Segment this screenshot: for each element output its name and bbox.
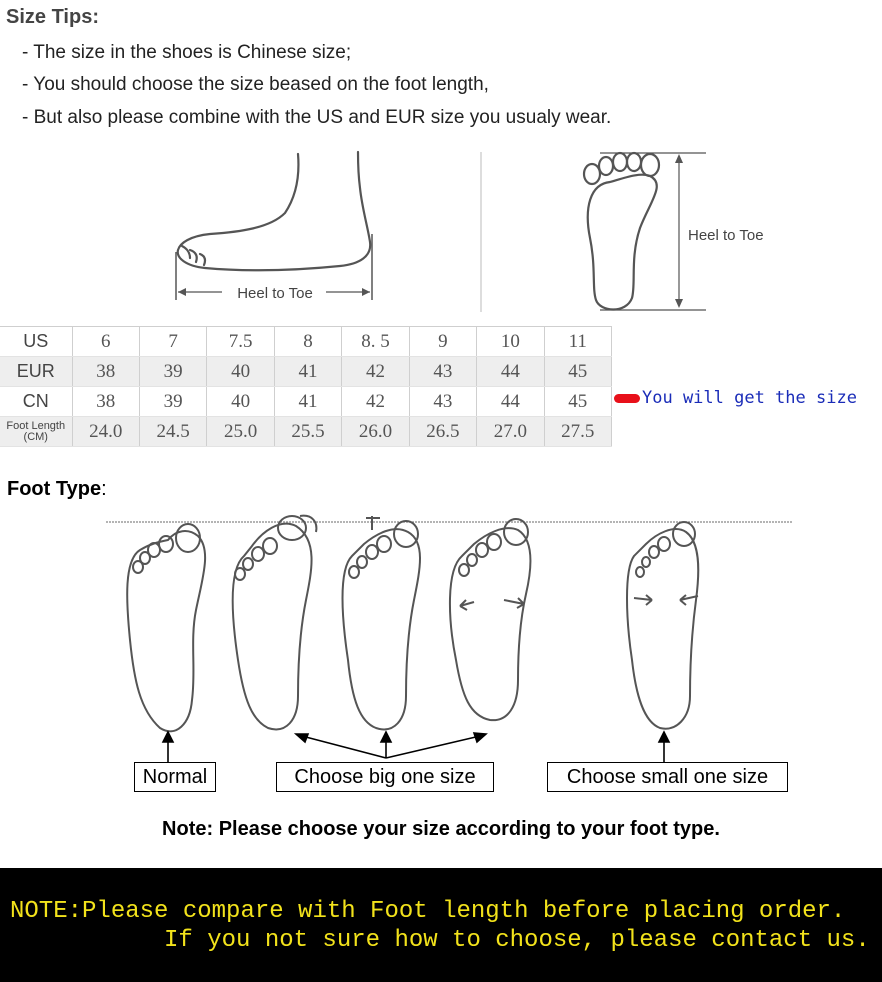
size-cell: 10 [477, 327, 544, 357]
wide-foot-icon-1 [233, 516, 317, 730]
size-cell: 11 [544, 327, 611, 357]
size-cell: 6 [72, 327, 139, 357]
size-cell: 7.5 [207, 327, 274, 357]
size-cell: 44 [477, 357, 544, 387]
size-cell: 9 [409, 327, 476, 357]
size-cell: 26.0 [342, 417, 409, 447]
foot-type-title: Foot Type: [7, 478, 107, 500]
bottom-note-line-2: If you not sure how to choose, please contact us. [164, 927, 870, 954]
size-cell: 8 [274, 327, 341, 357]
wide-foot-icon-3 [450, 519, 530, 720]
size-cell: 43 [409, 357, 476, 387]
bottom-note-line-1: NOTE:Please compare with Foot length before placing order. [10, 898, 846, 925]
size-row [0, 387, 612, 417]
foot-measurement-diagram [0, 148, 882, 318]
narrow-foot-icon [627, 522, 698, 729]
size-row [0, 327, 612, 357]
size-cell: 25.5 [274, 417, 341, 447]
size-cell: 26.5 [409, 417, 476, 447]
size-cell: 24.0 [72, 417, 139, 447]
normal-foot-icon [127, 524, 205, 731]
size-cell: 27.5 [544, 417, 611, 447]
tip-line-2: - You should choose the size beased on the foot length, [22, 74, 489, 95]
normal-label: Normal [134, 762, 216, 792]
size-cell: 41 [274, 357, 341, 387]
size-cell: 43 [409, 387, 476, 417]
size-row-label: Foot Length (CM) [0, 417, 72, 447]
sole-heel-to-toe-label: Heel to Toe [688, 227, 764, 244]
size-cell: 8. 5 [342, 327, 409, 357]
tip-line-3: - But also please combine with the US and EUR size you usualy wear. [22, 107, 612, 128]
size-cell: 42 [342, 357, 409, 387]
sole-foot-icon [584, 153, 659, 310]
foot-types-illustration [0, 510, 882, 800]
size-cell: 44 [477, 387, 544, 417]
foot-type-note: Note: Please choose your size according to your foot type. [162, 818, 720, 840]
size-cell: 40 [207, 357, 274, 387]
size-cell: 45 [544, 357, 611, 387]
tip-line-1: - The size in the shoes is Chinese size; [22, 42, 352, 63]
size-cell: 39 [139, 387, 206, 417]
pointer-text: You will get the size [642, 388, 857, 408]
size-cell: 38 [72, 357, 139, 387]
size-cell: 41 [274, 387, 341, 417]
wide-foot-icon-2 [343, 516, 421, 729]
size-cell: 38 [72, 387, 139, 417]
size-cell: 39 [139, 357, 206, 387]
size-cell: 25.0 [207, 417, 274, 447]
size-cell: 45 [544, 387, 611, 417]
size-cell: 27.0 [477, 417, 544, 447]
size-cell: 40 [207, 387, 274, 417]
size-row-label: EUR [0, 357, 72, 387]
size-row [0, 417, 612, 447]
size-cell: 24.5 [139, 417, 206, 447]
side-foot-icon [178, 152, 370, 270]
side-heel-to-toe-label: Heel to Toe [237, 285, 313, 302]
bottom-note-bar [0, 868, 882, 982]
size-row [0, 357, 612, 387]
size-pointer [614, 388, 857, 408]
size-cell: 42 [342, 387, 409, 417]
size-cell: 7 [139, 327, 206, 357]
size-tips-title: Size Tips: [6, 6, 99, 28]
size-row-label: US [0, 327, 72, 357]
red-pointer-icon [614, 394, 640, 403]
small-size-label: Choose small one size [547, 762, 788, 792]
big-size-label: Choose big one size [276, 762, 494, 792]
size-row-label: CN [0, 387, 72, 417]
size-chart-table [0, 326, 612, 447]
